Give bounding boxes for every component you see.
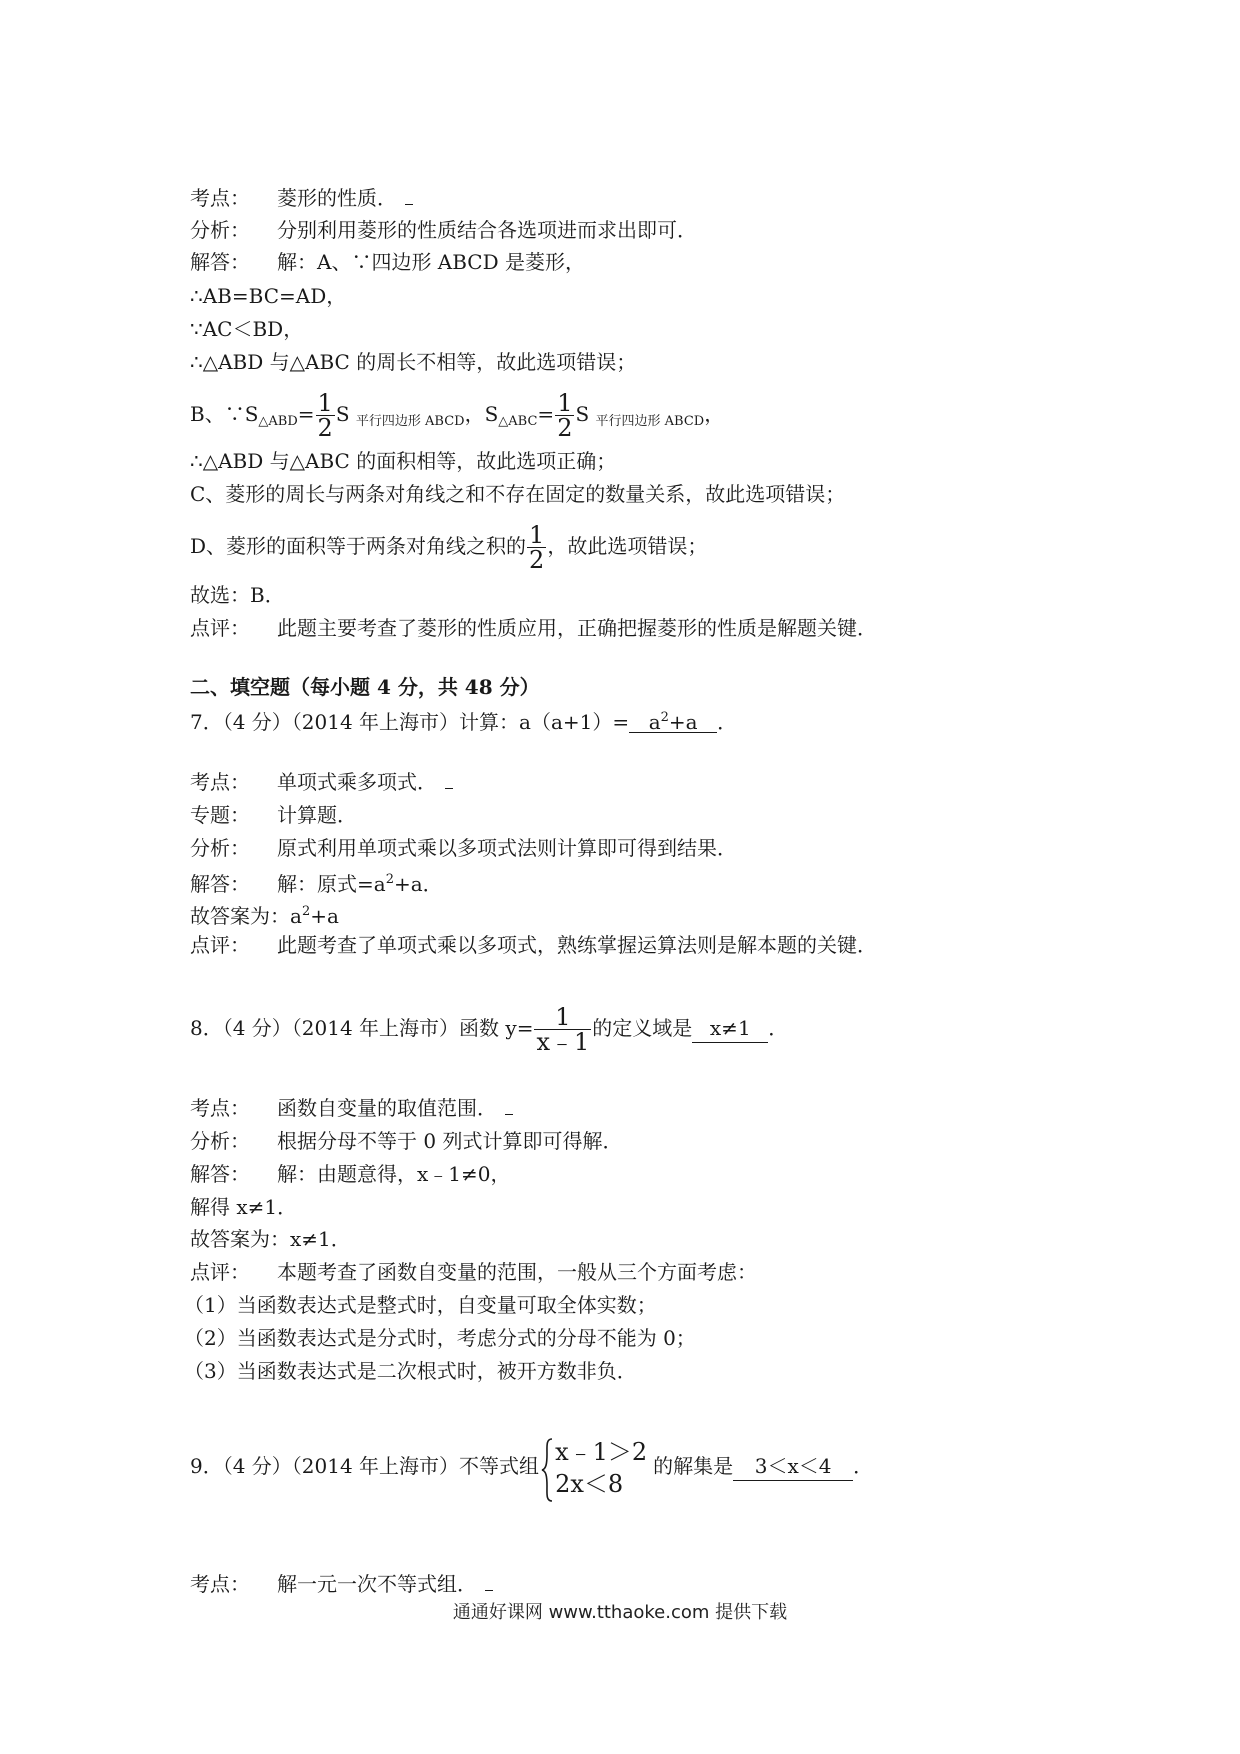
answer-blank: x≠1 [692,1014,768,1043]
fraction-half: $\frac{1}{2}$ [557,389,573,442]
q7-dianping-line: 点评： 此题考查了单项式乘以多项式，熟练掌握运算法则是解本题的关键． [190,933,877,957]
label-dianping: 点评： [190,616,250,640]
q7-zhuanti-line [190,799,357,831]
q6-jieda-l1: 解：A、∵四边形 ABCD 是菱形， [277,250,586,274]
q8-stem: 8．（4 分）（2014 年上海市）函数 y= $\frac{1}{x﹣1}$ 的定义域是 x≠1 ． [190,1003,789,1056]
q6-line-3: ∵AC＜BD， [190,317,304,341]
q6-fenxi: 分别利用菱形的性质结合各选项进而求出即可． [277,218,697,242]
q7-zhuanti: 计算题． [277,803,357,827]
q6-dianping: 此题主要考查了菱形的性质应用，正确把握菱形的性质是解题关键． [277,616,877,640]
fraction-1-over-x-minus-1: $\frac{1}{x﹣1}$ [536,1003,590,1056]
q6-line-8: D、菱形的面积等于两条对角线之积的 $\frac{1}{2}$ ，故此选项错误； [190,521,708,574]
underline-mark [505,1100,513,1115]
q9-stem: 9．（4 分）（2014 年上海市）不等式组 x﹣1＞2 2x＜8 的解集是 3＜x＜4 ． [190,1430,873,1502]
q8-line-3: 故答案为：x≠1． [190,1227,351,1251]
q6-fenxi-line [190,214,697,246]
inequality-system [541,1436,647,1500]
q8-dianping: 本题考查了函数自变量的范围，一般从三个方面考虑： [277,1260,757,1284]
q6-jieda-line [190,246,585,278]
q7-answer-line: 故答案为：$a^2+a$ [190,904,339,928]
page-footer: 通通好课网 www.tthaoke.com 提供下载 [452,1602,788,1623]
q7-fenxi-line: 分析： 原式利用单项式乘以多项式法则计算即可得到结果． [190,836,737,860]
q7-dianping: 此题考查了单项式乘以多项式，熟练掌握运算法则是解本题的关键． [277,933,877,957]
q9-kaodian: 解一元一次不等式组． [277,1572,477,1596]
q6-line-5: B、$\because S_{\triangle ABD}=$ $\frac{1}{2}$ S $_{平行四边形 ABCD}$，$S_{\triangle ABC}=$ $\frac{1}{2}$ S $_{平行四边形 ABCD}$， [190,389,725,442]
q7-kaodian-line: 考点： 单项式乘多项式． [190,766,453,798]
section-title: 二、填空题（每小题 4 分，共 48 分） [190,675,540,699]
label-fenxi: 分析： [190,218,250,242]
q8-case-1: （1）当函数表达式是整式时，自变量可取全体实数； [184,1293,657,1317]
answer-blank: 3＜x＜4 [733,1452,853,1481]
underline-mark [405,190,413,205]
inequality-2: 2x＜8 [555,1469,624,1498]
q7-stem: 7．（4 分）（2014 年上海市）计算：$a(a+1)= a^2+a$ ． [190,704,737,736]
label-zhuanti: 专题： [190,803,250,827]
q7-kaodian: 单项式乘多项式． [277,770,437,794]
q6-line-6: ∴△ABD 与△ABC 的面积相等，故此选项正确； [190,449,617,473]
fraction-half: $\frac{1}{2}$ [529,521,545,574]
q6-line-2: ∴AB=BC=AD， [190,284,347,308]
q8-dianping-line: 点评： 本题考查了函数自变量的范围，一般从三个方面考虑： [190,1260,757,1284]
q8-kaodian: 函数自变量的取值范围． [277,1096,497,1120]
fraction-half: $\frac{1}{2}$ [317,389,333,442]
inequality-1: x﹣1＞2 [555,1437,648,1466]
label-kaodian: 考点： [190,186,250,210]
label-jieda: 解答： [190,250,250,274]
q7-jieda-line: 解答： 解：原式$=a^2+a$． [190,872,443,896]
q8-jieda: 解：由题意得，x﹣1≠0， [277,1162,511,1186]
q6-line-9: 故选：B． [190,583,285,607]
left-brace-icon [541,1438,553,1502]
answer-blank: $a^2+a$ [629,704,717,733]
q8-line-2: 解得 x≠1． [190,1195,298,1219]
q7-fenxi: 原式利用单项式乘以多项式法则计算即可得到结果． [277,836,737,860]
q8-fenxi-line: 分析： 根据分母不等于 0 列式计算即可得解． [190,1129,623,1153]
q6-kaodian: 菱形的性质． [277,186,397,210]
q9-kaodian-line: 考点： 解一元一次不等式组． [190,1568,493,1600]
q6-kaodian-line [190,182,413,214]
q8-fenxi: 根据分母不等于 0 列式计算即可得解． [277,1129,623,1153]
q8-case-3: （3）当函数表达式是二次根式时，被开方数非负． [184,1359,637,1383]
q8-kaodian-line: 考点： 函数自变量的取值范围． [190,1092,513,1124]
q8-jieda-line: 解答： 解：由题意得，x﹣1≠0， [190,1162,511,1186]
underline-mark [485,1576,493,1591]
underline-mark [445,774,453,789]
q6-line-7: C、菱形的周长与两条对角线之和不存在固定的数量关系，故此选项错误； [190,482,846,506]
q8-case-2: （2）当函数表达式是分式时，考虑分式的分母不能为 0； [184,1326,696,1350]
q6-line-4: ∴△ABD 与△ABC 的周长不相等，故此选项错误； [190,350,637,374]
q6-dianping-line [190,612,877,644]
